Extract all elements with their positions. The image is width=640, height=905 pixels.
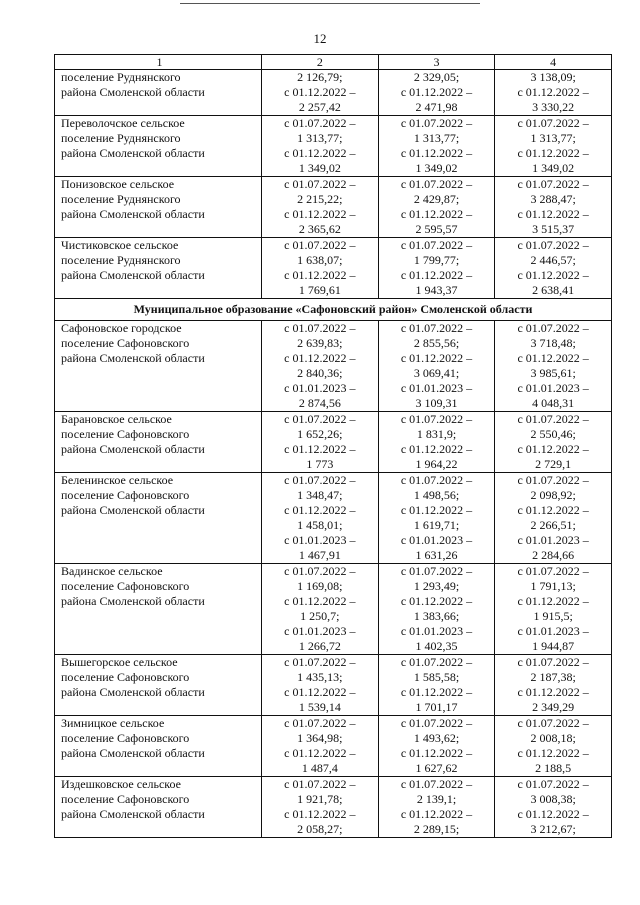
tariff-col-4-line: 1 349,02: [532, 161, 575, 175]
table-row: [55, 564, 612, 655]
tariff-col-4-line: 3 008,38;: [530, 792, 576, 806]
section-title: Муниципальное образование «Сафоновский район» Смоленской области: [55, 299, 612, 321]
tariff-col-2-line: с 01.12.2022 –: [284, 268, 356, 282]
tariff-col-4-line: 1 313,77;: [530, 131, 576, 145]
header-col-4: 4: [495, 55, 612, 70]
table-row: [55, 655, 612, 716]
settlement-name-line: поселение Сафоновского: [61, 488, 190, 502]
tariff-col-4-line: с 01.01.2023 –: [517, 381, 589, 395]
tariff-col-2-line: 1 349,02: [298, 161, 341, 175]
table-body: [55, 55, 612, 838]
tariff-col-4-line: с 01.07.2022 –: [517, 412, 589, 426]
tariff-col-2-line: с 01.12.2022 –: [284, 503, 356, 517]
tariff-col-3-line: 1 631,26: [415, 548, 458, 562]
tariff-col-2-line: 1 348,47;: [297, 488, 343, 502]
tariff-col-2-line: с 01.01.2023 –: [284, 533, 356, 547]
tariff-col-3-cell: [378, 777, 495, 838]
tariff-col-2-line: 2 215,22;: [297, 192, 343, 206]
tariff-col-2-line: 2 874,56: [298, 396, 341, 410]
settlement-name-cell: [55, 716, 262, 777]
tariff-col-3-line: 1 313,77;: [413, 131, 460, 145]
tariff-col-3-cell: [378, 70, 495, 116]
tariff-col-2-cell: [262, 177, 379, 238]
tariff-col-2-cell: [262, 321, 379, 412]
tariff-col-3-line: 2 139,1;: [416, 792, 457, 806]
settlement-name-cell: [55, 238, 262, 299]
tariff-col-4-line: 2 550,46;: [530, 427, 576, 441]
tariff-col-4-line: с 01.12.2022 –: [517, 746, 589, 760]
tariff-col-4-line: 1 791,13;: [530, 579, 576, 593]
settlement-name-line: района Смоленской области: [61, 807, 205, 821]
tariff-col-3-line: 2 329,05;: [413, 70, 460, 84]
tariff-col-2-cell: [262, 238, 379, 299]
tariff-col-3-line: 2 595,57: [415, 222, 458, 236]
tariff-col-4-cell: [495, 238, 612, 299]
tariff-col-4-line: 2 266,51;: [530, 518, 576, 532]
tariff-col-4-line: с 01.12.2022 –: [517, 442, 589, 456]
tariff-col-2-line: с 01.12.2022 –: [284, 85, 356, 99]
tariff-col-4-line: с 01.07.2022 –: [517, 238, 589, 252]
table-row: [55, 321, 612, 412]
settlement-name-line: района Смоленской области: [61, 351, 205, 365]
tariff-col-3-line: с 01.12.2022 –: [400, 746, 473, 760]
tariff-col-3-line: с 01.07.2022 –: [400, 116, 473, 130]
tariff-col-3-line: с 01.07.2022 –: [400, 321, 473, 335]
tariff-col-4-line: с 01.12.2022 –: [517, 503, 589, 517]
tariff-col-2-line: с 01.01.2023 –: [284, 381, 356, 395]
tariff-col-3-line: с 01.07.2022 –: [400, 473, 473, 487]
tariff-col-4-line: с 01.01.2023 –: [517, 624, 589, 638]
tariff-col-3-line: с 01.01.2023 –: [400, 624, 473, 638]
tariff-col-3-line: 1 493,62;: [413, 731, 460, 745]
tariff-col-4-line: 3 985,61;: [530, 366, 576, 380]
tariff-col-2-line: 2 126,79;: [297, 70, 343, 84]
settlement-name-line: поселение Сафоновского: [61, 336, 190, 350]
tariff-col-4-line: с 01.07.2022 –: [517, 473, 589, 487]
settlement-name-line: Издешковское сельское: [61, 777, 181, 791]
tariff-col-3-line: с 01.12.2022 –: [400, 594, 473, 608]
tariff-col-3-line: 3 109,31: [415, 396, 458, 410]
settlement-name-cell: [55, 321, 262, 412]
tariff-col-4-line: с 01.07.2022 –: [517, 321, 589, 335]
tariff-col-2-line: 1 169,08;: [297, 579, 343, 593]
settlement-name-line: поселение Сафоновского: [61, 427, 190, 441]
tariff-col-3-line: с 01.07.2022 –: [400, 716, 473, 730]
tariff-col-2-line: 2 365,62: [298, 222, 341, 236]
tariff-col-2-line: 2 840,36;: [297, 366, 343, 380]
tariff-col-4-line: с 01.12.2022 –: [517, 594, 589, 608]
tariff-col-3-cell: [378, 412, 495, 473]
settlement-name-cell: [55, 177, 262, 238]
tariff-col-2-line: 1 250,7;: [300, 609, 340, 623]
settlement-name-line: района Смоленской области: [61, 594, 205, 608]
settlement-name-line: поселение Руднянского: [61, 70, 181, 84]
tariff-col-3-line: 1 619,71;: [413, 518, 460, 532]
tariff-col-3-cell: [378, 177, 495, 238]
tariff-col-3-line: с 01.12.2022 –: [400, 442, 473, 456]
tariff-col-3-line: с 01.07.2022 –: [400, 655, 473, 669]
tariff-col-2-line: с 01.07.2022 –: [284, 655, 356, 669]
tariff-col-2-line: с 01.07.2022 –: [284, 116, 356, 130]
tariff-col-4-line: 2 638,41: [532, 283, 575, 297]
tariff-col-4-line: 2 446,57;: [530, 253, 576, 267]
tariff-col-2-cell: [262, 777, 379, 838]
tariff-col-3-line: 1 943,37: [415, 283, 458, 297]
tariff-col-2-line: с 01.07.2022 –: [284, 473, 356, 487]
settlement-name-line: поселение Руднянского: [61, 253, 181, 267]
tariff-col-4-line: 2 349,29: [532, 700, 575, 714]
tariff-col-4-cell: [495, 655, 612, 716]
settlement-name-cell: [55, 116, 262, 177]
tariff-col-4-line: с 01.07.2022 –: [517, 777, 589, 791]
settlement-name-line: Понизовское сельское: [61, 177, 175, 191]
settlement-name-cell: [55, 70, 262, 116]
table-row: [55, 412, 612, 473]
tariff-col-3-line: 1 383,66;: [413, 609, 460, 623]
tariff-col-3-line: 2 855,56;: [413, 336, 460, 350]
tariff-col-4-line: с 01.12.2022 –: [517, 207, 589, 221]
tariff-col-2-line: 1 266,72: [298, 639, 341, 653]
tariff-col-2-cell: [262, 716, 379, 777]
tariff-col-4-line: 3 515,37: [532, 222, 575, 236]
tariff-col-4-line: 2 188,5: [535, 761, 572, 775]
table-row: [55, 777, 612, 838]
tariff-col-2-cell: [262, 116, 379, 177]
tariff-col-3-line: 1 701,17: [415, 700, 458, 714]
tariff-col-3-line: с 01.07.2022 –: [400, 777, 473, 791]
settlement-name-line: района Смоленской области: [61, 746, 205, 760]
settlement-name-line: поселение Руднянского: [61, 131, 181, 145]
settlement-name-cell: [55, 777, 262, 838]
tariff-col-3-line: 1 831,9;: [416, 427, 457, 441]
tariff-col-2-line: 1 435,13;: [297, 670, 343, 684]
tariff-col-4-cell: [495, 564, 612, 655]
tariff-col-3-cell: [378, 473, 495, 564]
tariff-col-4-line: 2 187,38;: [530, 670, 576, 684]
tariff-col-3-line: 1 964,22: [415, 457, 458, 471]
tariff-col-3-line: с 01.07.2022 –: [400, 412, 473, 426]
tariff-col-2-line: 2 058,27;: [297, 822, 343, 836]
tariff-col-3-line: 2 429,87;: [413, 192, 460, 206]
tariff-col-4-line: 3 138,09;: [530, 70, 576, 84]
tariff-col-4-line: с 01.07.2022 –: [517, 564, 589, 578]
tariff-col-3-line: с 01.07.2022 –: [400, 238, 473, 252]
tariff-col-3-line: с 01.01.2023 –: [400, 533, 473, 547]
tariff-col-4-cell: [495, 777, 612, 838]
settlement-name-line: Зимницкое сельское: [61, 716, 165, 730]
tariff-col-4-cell: [495, 177, 612, 238]
settlement-name-line: Сафоновское городское: [61, 321, 182, 335]
tariff-col-3-line: с 01.12.2022 –: [400, 685, 473, 699]
table-header-row: [55, 55, 612, 70]
tariff-col-3-line: с 01.12.2022 –: [400, 85, 473, 99]
settlement-name-cell: [55, 655, 262, 716]
tariff-col-2-line: с 01.12.2022 –: [284, 146, 356, 160]
tariff-col-3-line: 2 289,15;: [413, 822, 460, 836]
tariff-col-4-cell: [495, 412, 612, 473]
tariff-col-3-cell: [378, 321, 495, 412]
tariff-col-3-cell: [378, 655, 495, 716]
tariff-col-2-line: с 01.01.2023 –: [284, 624, 356, 638]
tariff-col-2-cell: [262, 655, 379, 716]
tariff-col-3-line: с 01.01.2023 –: [400, 381, 473, 395]
tariff-col-4-line: 2 098,92;: [530, 488, 576, 502]
tariff-col-3-line: 1 498,56;: [413, 488, 460, 502]
tariff-col-4-line: 2 008,18;: [530, 731, 576, 745]
tariff-col-2-cell: [262, 70, 379, 116]
tariff-col-4-line: 3 718,48;: [530, 336, 576, 350]
tariff-col-4-cell: [495, 70, 612, 116]
settlement-name-line: района Смоленской области: [61, 685, 205, 699]
tariff-col-4-line: 2 729,1: [535, 457, 572, 471]
tariff-col-3-line: 2 471,98: [415, 100, 458, 114]
table-row: [55, 473, 612, 564]
table-row: [55, 177, 612, 238]
tariff-col-3-line: с 01.12.2022 –: [400, 268, 473, 282]
tariff-col-4-line: 3 212,67;: [530, 822, 576, 836]
tariff-col-4-line: с 01.07.2022 –: [517, 177, 589, 191]
tariff-col-3-cell: [378, 716, 495, 777]
tariff-col-4-cell: [495, 716, 612, 777]
tariff-col-2-line: с 01.12.2022 –: [284, 807, 356, 821]
settlement-name-line: поселение Сафоновского: [61, 792, 190, 806]
tariff-col-4-line: с 01.12.2022 –: [517, 351, 589, 365]
tariff-col-3-line: 1 349,02: [415, 161, 458, 175]
tariff-col-4-line: с 01.12.2022 –: [517, 146, 589, 160]
tariff-col-2-line: с 01.07.2022 –: [284, 412, 356, 426]
tariff-col-2-line: 1 921,78;: [297, 792, 343, 806]
tariff-col-2-line: с 01.12.2022 –: [284, 746, 356, 760]
settlement-name-line: Барановское сельское: [61, 412, 172, 426]
tariff-col-2-line: 1 773: [306, 457, 334, 471]
tariff-col-3-cell: [378, 238, 495, 299]
settlement-name-line: Переволочское сельское: [61, 116, 185, 130]
tariff-col-2-line: 1 769,61: [298, 283, 341, 297]
tariff-col-4-cell: [495, 116, 612, 177]
settlement-name-line: поселение Сафоновского: [61, 579, 190, 593]
tariff-col-2-line: с 01.12.2022 –: [284, 685, 356, 699]
tariff-col-2-line: с 01.07.2022 –: [284, 777, 356, 791]
tariff-col-4-line: с 01.12.2022 –: [517, 685, 589, 699]
settlement-name-line: Вадинское сельское: [61, 564, 163, 578]
table-row: [55, 70, 612, 116]
tariff-col-3-line: с 01.12.2022 –: [400, 503, 473, 517]
tariff-col-4-line: с 01.12.2022 –: [517, 268, 589, 282]
settlement-name-cell: [55, 473, 262, 564]
tariff-col-4-line: 1 915,5;: [533, 609, 573, 623]
tariff-col-3-line: 1 799,77;: [413, 253, 460, 267]
tariff-col-4-line: 1 944,87: [532, 639, 575, 653]
tariff-col-2-line: с 01.12.2022 –: [284, 207, 356, 221]
tariff-col-2-line: 1 467,91: [298, 548, 341, 562]
table-row: [55, 238, 612, 299]
tariff-col-3-line: с 01.12.2022 –: [400, 351, 473, 365]
tariff-col-4-line: с 01.07.2022 –: [517, 655, 589, 669]
page-number: 12: [313, 31, 327, 46]
settlement-name-line: района Смоленской области: [61, 268, 205, 282]
tariff-col-4-line: с 01.01.2023 –: [517, 533, 589, 547]
tariff-col-4-line: с 01.07.2022 –: [517, 116, 589, 130]
tariff-col-2-cell: [262, 564, 379, 655]
tariff-col-3-line: с 01.07.2022 –: [400, 177, 473, 191]
tariff-col-2-line: 1 313,77;: [297, 131, 343, 145]
tariff-col-3-line: 1 585,58;: [413, 670, 460, 684]
tariff-col-2-line: 1 652,26;: [297, 427, 343, 441]
tariff-col-4-line: 3 288,47;: [530, 192, 576, 206]
settlement-name-line: Чистиковское сельское: [61, 238, 179, 252]
tariff-col-4-line: с 01.12.2022 –: [517, 807, 589, 821]
tariff-col-2-line: с 01.07.2022 –: [284, 716, 356, 730]
tariff-col-2-line: с 01.12.2022 –: [284, 351, 356, 365]
tariff-col-3-cell: [378, 116, 495, 177]
tariff-col-3-line: с 01.12.2022 –: [400, 807, 473, 821]
tariff-col-4-line: с 01.07.2022 –: [517, 716, 589, 730]
settlement-name-line: района Смоленской области: [61, 503, 205, 517]
tariff-table: [54, 54, 612, 838]
settlement-name-line: Вышегорское сельское: [61, 655, 178, 669]
settlement-name-line: района Смоленской области: [61, 442, 205, 456]
tariff-col-4-cell: [495, 473, 612, 564]
table-row: [55, 116, 612, 177]
tariff-col-2-line: с 01.07.2022 –: [284, 564, 356, 578]
tariff-col-4-line: 3 330,22: [532, 100, 575, 114]
tariff-col-2-line: 1 364,98;: [297, 731, 343, 745]
tariff-col-4-line: 4 048,31: [532, 396, 575, 410]
tariff-col-2-line: 2 257,42: [298, 100, 341, 114]
tariff-col-2-line: 1 638,07;: [297, 253, 343, 267]
tariff-col-3-line: с 01.12.2022 –: [400, 146, 473, 160]
table-row: [55, 716, 612, 777]
tariff-col-3-line: 1 627,62: [415, 761, 458, 775]
settlement-name-cell: [55, 564, 262, 655]
tariff-col-2-line: с 01.07.2022 –: [284, 238, 356, 252]
tariff-col-3-line: 1 402,35: [415, 639, 458, 653]
header-col-1: 1: [55, 55, 262, 70]
tariff-col-2-line: с 01.07.2022 –: [284, 177, 356, 191]
tariff-col-2-cell: [262, 412, 379, 473]
tariff-col-4-cell: [495, 321, 612, 412]
tariff-col-4-line: 2 284,66: [532, 548, 575, 562]
settlement-name-line: района Смоленской области: [61, 146, 205, 160]
settlement-name-line: поселение Сафоновского: [61, 731, 190, 745]
settlement-name-line: поселение Руднянского: [61, 192, 181, 206]
tariff-col-2-line: с 01.07.2022 –: [284, 321, 356, 335]
header-col-3: 3: [378, 55, 495, 70]
settlement-name-line: Беленинское сельское: [61, 473, 174, 487]
tariff-col-2-line: с 01.12.2022 –: [284, 442, 356, 456]
tariff-col-2-line: 1 458,01;: [297, 518, 343, 532]
tariff-col-2-line: с 01.12.2022 –: [284, 594, 356, 608]
settlement-name-line: района Смоленской области: [61, 85, 205, 99]
tariff-col-4-line: с 01.12.2022 –: [517, 85, 589, 99]
tariff-col-2-line: 2 639,83;: [297, 336, 343, 350]
tariff-col-2-line: 1 539,14: [298, 700, 341, 714]
header-col-2: 2: [262, 55, 379, 70]
tariff-col-3-cell: [378, 564, 495, 655]
tariff-col-3-line: с 01.12.2022 –: [400, 207, 473, 221]
tariff-col-2-cell: [262, 473, 379, 564]
scan-artifact-line: [180, 3, 480, 4]
settlement-name-line: района Смоленской области: [61, 207, 205, 221]
tariff-col-3-line: 3 069,41;: [413, 366, 460, 380]
tariff-col-3-line: с 01.07.2022 –: [400, 564, 473, 578]
tariff-col-3-line: 1 293,49;: [413, 579, 460, 593]
section-row: [55, 299, 612, 321]
settlement-name-line: поселение Сафоновского: [61, 670, 190, 684]
settlement-name-cell: [55, 412, 262, 473]
tariff-col-2-line: 1 487,4: [301, 761, 338, 775]
